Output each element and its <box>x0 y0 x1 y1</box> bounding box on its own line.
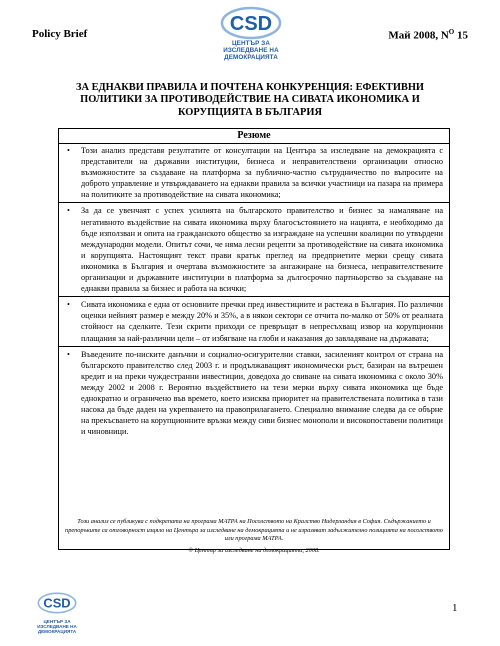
summary-list <box>59 143 449 439</box>
summary-footnote <box>65 518 443 555</box>
logo-line-2: ИЗСЛЕДВАНЕ НА <box>223 47 279 55</box>
bullet-icon: • <box>67 146 70 155</box>
bullet-icon: • <box>67 300 70 310</box>
summary-item: • Този анализ представя резултатите от консултации на Центъра за изследване на демокрацията с представители на държавни институции, бизнеса и неправителствени организации относно възможностите за създаване на платформа за публично-частно сътрудничество по въпросите на доброто управление и утвърждаването на еднакви правила за всички участници на пазара на примера на политиките за противодействие на сивата икономика; <box>59 143 449 203</box>
copyright-notice: © Център за изследване на демокрацията, 2008. <box>188 546 320 554</box>
logo-small-line-2: ИЗСЛЕДВАНЕ НА <box>37 624 77 630</box>
bullet-icon: • <box>67 349 70 359</box>
summary-item: • Сивата икономика е една от основните пречки пред инвестициите и растежа в България. По различни оценки нейният размер е между 20% и 35%, а в някои сектори се отчита по-малко от 50% от реалната стойност на сделките. Тези скрити приходи се превръщат в непресъхващ извор на корупционни плащания за най-различни цели – от избягване на глоби и наказания до завладяване на държавата; <box>59 297 449 346</box>
logo-letters: CSD <box>229 13 273 35</box>
summary-item: • За да се увенчаят с успех усилията на българското правителство и бизнес за намаляване на негативното въздействие на сивата икономика върху благосъстоянието на нацията, е необходимо да бъде използван и опита на гражданското общество за изграждане на успешни коалиции по утвърдени международни модели. Опитът сочи, че няма лесни рецепти за противодействие на сивата икономика и корупцията. Настоящият текст прави кратък преглед на предприетите мерки срещу сивата икономика в България и очертава възможностите за ангажиране на бизнеса, неправителствените организации и държавните институции в платформа за дългосрочно партньорство за създаване на еднакви правила за бизнес и работа на всички; <box>59 203 449 297</box>
publication-type: Policy Brief <box>32 28 88 40</box>
csd-logo-small-icon <box>37 592 77 614</box>
logo-line-3: ДЕМОКРАЦИЯТА <box>224 54 278 62</box>
logo-small-line-1: ЦЕНТЪР ЗА <box>43 619 71 624</box>
summary-box <box>58 128 450 554</box>
csd-logo-header <box>206 6 296 62</box>
csd-logo-footer <box>26 592 88 635</box>
logo-small-line-3: ДЕМОКРАЦИЯТА <box>37 629 77 635</box>
issue-info: Май 2008, $N^O$ 15 <box>388 28 468 42</box>
logo-line-1: ЦЕНТЪР ЗА <box>231 40 270 47</box>
summary-heading: Резюме <box>59 129 449 144</box>
bullet-icon: • <box>67 206 70 216</box>
summary-item: • Въведените по-ниските данъчни и социално-осигурителни ставки, засиленият контрол от страна на българското правителство след 2003 г. и продължаващият икономически ръст, базиран на вътрешен кредит и на преки чуждестранни инвестиции, доведоха до свиване на сивата икономика с около 30% между 2002 и 2008 г. Вероятно въздействието на тези мерки върху сивата икономика ще бъде еднократно и ограничено във времето, което изисква приоритет на правителствената политика в тази насока да бъде даден на укрепването на правоприлагането. Специално внимание следва да се обърне на прекъсването на корупционните връзки между сиви бизнес монополи и високопоставени политици и чиновници. <box>67 349 443 437</box>
csd-logo-icon <box>220 6 282 40</box>
svg-text:CSD: CSD <box>43 595 71 611</box>
document-title: ЗА ЕДНАКВИ ПРАВИЛА И ПОЧТЕНА КОНКУРЕНЦИЯ: ЕФЕКТИВНИ ПОЛИТИКИ ЗА ПРОТИВОДЕЙСТВИЕ НА СИВАТА ИКОНОМИКА И КОРУПЦИЯТА В БЪЛГАРИЯ <box>75 82 424 118</box>
page-number: 1 <box>452 602 458 614</box>
funding-note: Този анализ се публикува с подкрепата на програма МАТРА на Посолството на Кралство Нидерландия в София. Съдържанието и препоръките са отговорност изцяло на Центъра за изследване на демокрацията и не изразяват задължително позицията на посолството или програма МАТРА. <box>65 518 443 543</box>
